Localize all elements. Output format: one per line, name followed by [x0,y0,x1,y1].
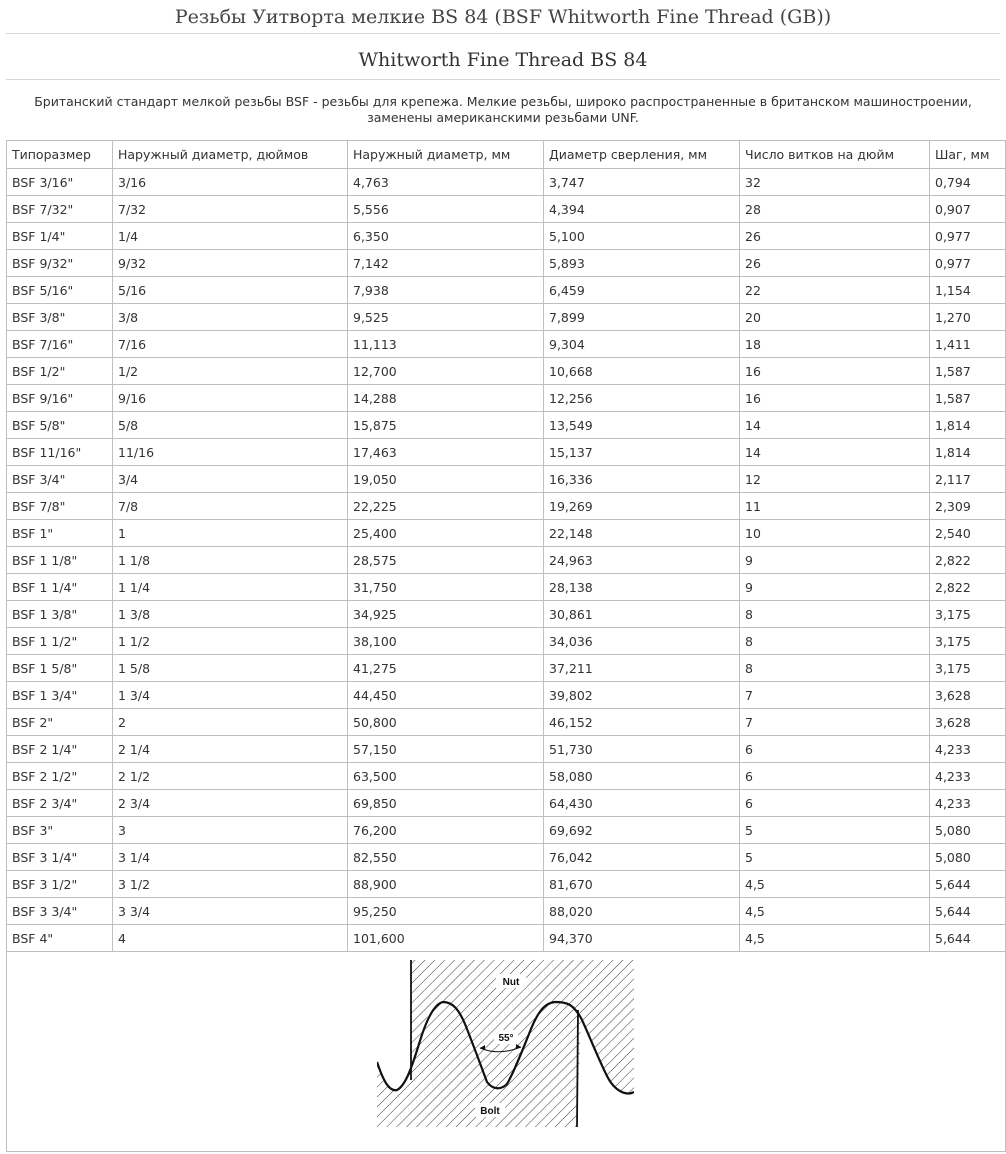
cell-outer-diameter-mm: 11,113 [348,331,544,358]
cell-outer-diameter-in: 1 1/4 [113,574,348,601]
cell-size: BSF 7/8" [7,493,113,520]
cell-pitch: 2,822 [930,547,1006,574]
cell-threads-per-inch: 18 [740,331,930,358]
cell-drill-diameter: 15,137 [544,439,740,466]
cell-pitch: 3,175 [930,601,1006,628]
cell-size: BSF 1 3/8" [7,601,113,628]
cell-size: BSF 1 1/2" [7,628,113,655]
cell-size: BSF 3" [7,817,113,844]
cell-threads-per-inch: 5 [740,844,930,871]
cell-threads-per-inch: 14 [740,412,930,439]
cell-outer-diameter-mm: 7,142 [348,250,544,277]
cell-outer-diameter-mm: 14,288 [348,385,544,412]
cell-pitch: 2,822 [930,574,1006,601]
cell-outer-diameter-in: 3 1/2 [113,871,348,898]
page-subtitle: Whitworth Fine Thread BS 84 [358,49,648,71]
header-outer-diameter-in: Наружный диаметр, дюймов [113,141,348,169]
cell-size: BSF 1/2" [7,358,113,385]
table-row [7,250,1006,277]
cell-drill-diameter: 94,370 [544,925,740,952]
cell-pitch: 3,628 [930,709,1006,736]
table-body [7,169,1006,952]
thread-profile-diagram [7,952,1006,1151]
cell-outer-diameter-in: 1 1/2 [113,628,348,655]
cell-threads-per-inch: 28 [740,196,930,223]
cell-threads-per-inch: 6 [740,790,930,817]
header-threads-per-inch: Число витков на дюйм [740,141,930,169]
cell-pitch: 0,977 [930,223,1006,250]
table-row [7,358,1006,385]
cell-size: BSF 9/32" [7,250,113,277]
cell-outer-diameter-in: 7/16 [113,331,348,358]
cell-outer-diameter-mm: 12,700 [348,358,544,385]
cell-outer-diameter-mm: 7,938 [348,277,544,304]
cell-pitch: 1,270 [930,304,1006,331]
cell-pitch: 4,233 [930,736,1006,763]
cell-outer-diameter-mm: 69,850 [348,790,544,817]
cell-pitch: 0,977 [930,250,1006,277]
cell-outer-diameter-in: 9/16 [113,385,348,412]
table-row [7,709,1006,736]
cell-threads-per-inch: 6 [740,736,930,763]
cell-drill-diameter: 88,020 [544,898,740,925]
cell-threads-per-inch: 7 [740,682,930,709]
cell-size: BSF 3/4" [7,466,113,493]
table-row [7,628,1006,655]
cell-size: BSF 5/16" [7,277,113,304]
table-row [7,412,1006,439]
diagram-row [7,952,1006,1152]
cell-drill-diameter: 13,549 [544,412,740,439]
table-row [7,682,1006,709]
cell-drill-diameter: 28,138 [544,574,740,601]
table-row [7,169,1006,196]
cell-pitch: 5,080 [930,817,1006,844]
cell-pitch: 3,175 [930,628,1006,655]
cell-pitch: 5,080 [930,844,1006,871]
cell-size: BSF 1" [7,520,113,547]
cell-outer-diameter-mm: 25,400 [348,520,544,547]
cell-outer-diameter-in: 7/32 [113,196,348,223]
table-row [7,925,1006,952]
cell-pitch: 0,794 [930,169,1006,196]
cell-outer-diameter-mm: 50,800 [348,709,544,736]
description [10,94,996,126]
cell-outer-diameter-mm: 31,750 [348,574,544,601]
cell-pitch: 4,233 [930,790,1006,817]
cell-size: BSF 11/16" [7,439,113,466]
cell-size: BSF 1 1/8" [7,547,113,574]
cell-outer-diameter-in: 9/32 [113,250,348,277]
bolt-edge-line [577,1010,578,1127]
cell-threads-per-inch: 8 [740,655,930,682]
cell-drill-diameter: 69,692 [544,817,740,844]
cell-drill-diameter: 24,963 [544,547,740,574]
cell-outer-diameter-mm: 41,275 [348,655,544,682]
cell-size: BSF 4" [7,925,113,952]
cell-outer-diameter-in: 1/2 [113,358,348,385]
cell-outer-diameter-mm: 76,200 [348,817,544,844]
cell-pitch: 3,175 [930,655,1006,682]
table-row [7,547,1006,574]
table-header-row [7,141,1006,169]
cell-size: BSF 1 1/4" [7,574,113,601]
cell-drill-diameter: 58,080 [544,763,740,790]
table-row [7,763,1006,790]
cell-pitch: 1,154 [930,277,1006,304]
table-row [7,223,1006,250]
cell-outer-diameter-in: 1/4 [113,223,348,250]
cell-threads-per-inch: 26 [740,250,930,277]
cell-outer-diameter-in: 3/16 [113,169,348,196]
cell-outer-diameter-mm: 22,225 [348,493,544,520]
cell-drill-diameter: 64,430 [544,790,740,817]
cell-outer-diameter-in: 3 3/4 [113,898,348,925]
cell-outer-diameter-in: 2 1/4 [113,736,348,763]
cell-size: BSF 2 1/4" [7,736,113,763]
cell-outer-diameter-mm: 9,525 [348,304,544,331]
cell-threads-per-inch: 6 [740,763,930,790]
cell-outer-diameter-mm: 28,575 [348,547,544,574]
cell-pitch: 1,411 [930,331,1006,358]
table-row [7,844,1006,871]
cell-size: BSF 3 1/2" [7,871,113,898]
cell-drill-diameter: 34,036 [544,628,740,655]
cell-pitch: 5,644 [930,898,1006,925]
cell-drill-diameter: 10,668 [544,358,740,385]
cell-size: BSF 2" [7,709,113,736]
cell-outer-diameter-mm: 95,250 [348,898,544,925]
cell-threads-per-inch: 26 [740,223,930,250]
cell-outer-diameter-mm: 5,556 [348,196,544,223]
cell-pitch: 2,540 [930,520,1006,547]
cell-drill-diameter: 6,459 [544,277,740,304]
cell-outer-diameter-in: 1 [113,520,348,547]
cell-drill-diameter: 46,152 [544,709,740,736]
cell-threads-per-inch: 10 [740,520,930,547]
cell-size: BSF 7/32" [7,196,113,223]
cell-threads-per-inch: 32 [740,169,930,196]
title-divider [6,33,1000,34]
cell-drill-diameter: 19,269 [544,493,740,520]
table-row [7,817,1006,844]
cell-pitch: 1,814 [930,412,1006,439]
cell-threads-per-inch: 22 [740,277,930,304]
cell-threads-per-inch: 11 [740,493,930,520]
cell-drill-diameter: 12,256 [544,385,740,412]
table-row [7,601,1006,628]
cell-pitch: 5,644 [930,871,1006,898]
page-title: Резьбы Уитворта мелкие BS 84 (BSF Whitworth Fine Thread (GB)) [174,6,832,28]
cell-size: BSF 2 1/2" [7,763,113,790]
cell-drill-diameter: 5,100 [544,223,740,250]
subtitle-divider [6,79,1000,80]
cell-size: BSF 3 3/4" [7,898,113,925]
cell-size: BSF 7/16" [7,331,113,358]
cell-drill-diameter: 16,336 [544,466,740,493]
cell-size: BSF 3/8" [7,304,113,331]
cell-drill-diameter: 76,042 [544,844,740,871]
cell-pitch: 3,628 [930,682,1006,709]
cell-drill-diameter: 81,670 [544,871,740,898]
cell-threads-per-inch: 8 [740,628,930,655]
thread-table [6,140,1006,1152]
header-outer-diameter-mm: Наружный диаметр, мм [348,141,544,169]
cell-pitch: 2,309 [930,493,1006,520]
cell-pitch: 5,644 [930,925,1006,952]
cell-outer-diameter-in: 4 [113,925,348,952]
cell-drill-diameter: 9,304 [544,331,740,358]
cell-threads-per-inch: 5 [740,817,930,844]
cell-threads-per-inch: 20 [740,304,930,331]
cell-pitch: 0,907 [930,196,1006,223]
cell-outer-diameter-in: 1 5/8 [113,655,348,682]
angle-label: 55° [498,1033,514,1044]
cell-size: BSF 1 3/4" [7,682,113,709]
header-drill-diameter: Диаметр сверления, мм [544,141,740,169]
table-row [7,466,1006,493]
table-row [7,331,1006,358]
table-row [7,574,1006,601]
cell-outer-diameter-in: 3/8 [113,304,348,331]
cell-drill-diameter: 39,802 [544,682,740,709]
table-row [7,277,1006,304]
cell-size: BSF 1 5/8" [7,655,113,682]
cell-outer-diameter-in: 2 [113,709,348,736]
header-pitch: Шаг, мм [930,141,1006,169]
cell-pitch: 4,233 [930,763,1006,790]
nut-label: Nut [502,977,520,988]
cell-drill-diameter: 7,899 [544,304,740,331]
cell-threads-per-inch: 8 [740,601,930,628]
cell-drill-diameter: 4,394 [544,196,740,223]
cell-size: BSF 9/16" [7,385,113,412]
table-row [7,385,1006,412]
cell-threads-per-inch: 16 [740,385,930,412]
cell-drill-diameter: 22,148 [544,520,740,547]
cell-outer-diameter-in: 11/16 [113,439,348,466]
table-row [7,736,1006,763]
cell-threads-per-inch: 4,5 [740,871,930,898]
cell-outer-diameter-in: 2 3/4 [113,790,348,817]
cell-threads-per-inch: 7 [740,709,930,736]
cell-drill-diameter: 30,861 [544,601,740,628]
cell-size: BSF 5/8" [7,412,113,439]
cell-outer-diameter-in: 3 [113,817,348,844]
cell-threads-per-inch: 16 [740,358,930,385]
description-line-1: Британский стандарт мелкой резьбы BSF - резьбы для крепежа. Мелкие резьбы, широко распространенные в британском машиностроении, [34,94,972,109]
cell-size: BSF 1/4" [7,223,113,250]
diagram-cell [7,952,1006,1152]
cell-threads-per-inch: 14 [740,439,930,466]
cell-outer-diameter-mm: 44,450 [348,682,544,709]
cell-outer-diameter-in: 3/4 [113,466,348,493]
cell-outer-diameter-mm: 88,900 [348,871,544,898]
cell-outer-diameter-mm: 82,550 [348,844,544,871]
table-row [7,898,1006,925]
cell-outer-diameter-in: 5/16 [113,277,348,304]
cell-outer-diameter-in: 1 3/8 [113,601,348,628]
cell-size: BSF 2 3/4" [7,790,113,817]
cell-outer-diameter-mm: 38,100 [348,628,544,655]
cell-outer-diameter-mm: 34,925 [348,601,544,628]
description-line-2: заменены американскими резьбами UNF. [367,110,639,125]
cell-drill-diameter: 51,730 [544,736,740,763]
table-row [7,871,1006,898]
cell-outer-diameter-mm: 57,150 [348,736,544,763]
cell-outer-diameter-mm: 101,600 [348,925,544,952]
cell-pitch: 1,587 [930,385,1006,412]
cell-outer-diameter-mm: 6,350 [348,223,544,250]
cell-outer-diameter-in: 5/8 [113,412,348,439]
cell-threads-per-inch: 9 [740,547,930,574]
cell-drill-diameter: 3,747 [544,169,740,196]
cell-threads-per-inch: 4,5 [740,925,930,952]
table-row [7,790,1006,817]
cell-threads-per-inch: 12 [740,466,930,493]
cell-outer-diameter-in: 1 1/8 [113,547,348,574]
table-row [7,520,1006,547]
table-row [7,655,1006,682]
header-size: Типоразмер [7,141,113,169]
cell-pitch: 1,814 [930,439,1006,466]
cell-outer-diameter-mm: 19,050 [348,466,544,493]
cell-size: BSF 3/16" [7,169,113,196]
cell-outer-diameter-in: 1 3/4 [113,682,348,709]
cell-outer-diameter-mm: 4,763 [348,169,544,196]
bolt-label: Bolt [480,1106,500,1117]
table-row [7,493,1006,520]
cell-outer-diameter-in: 3 1/4 [113,844,348,871]
table-row [7,304,1006,331]
cell-outer-diameter-in: 2 1/2 [113,763,348,790]
table-row [7,196,1006,223]
cell-threads-per-inch: 4,5 [740,898,930,925]
cell-drill-diameter: 37,211 [544,655,740,682]
cell-outer-diameter-mm: 63,500 [348,763,544,790]
cell-outer-diameter-in: 7/8 [113,493,348,520]
table-row [7,439,1006,466]
cell-outer-diameter-mm: 17,463 [348,439,544,466]
cell-pitch: 1,587 [930,358,1006,385]
cell-outer-diameter-mm: 15,875 [348,412,544,439]
cell-pitch: 2,117 [930,466,1006,493]
cell-size: BSF 3 1/4" [7,844,113,871]
cell-drill-diameter: 5,893 [544,250,740,277]
cell-threads-per-inch: 9 [740,574,930,601]
